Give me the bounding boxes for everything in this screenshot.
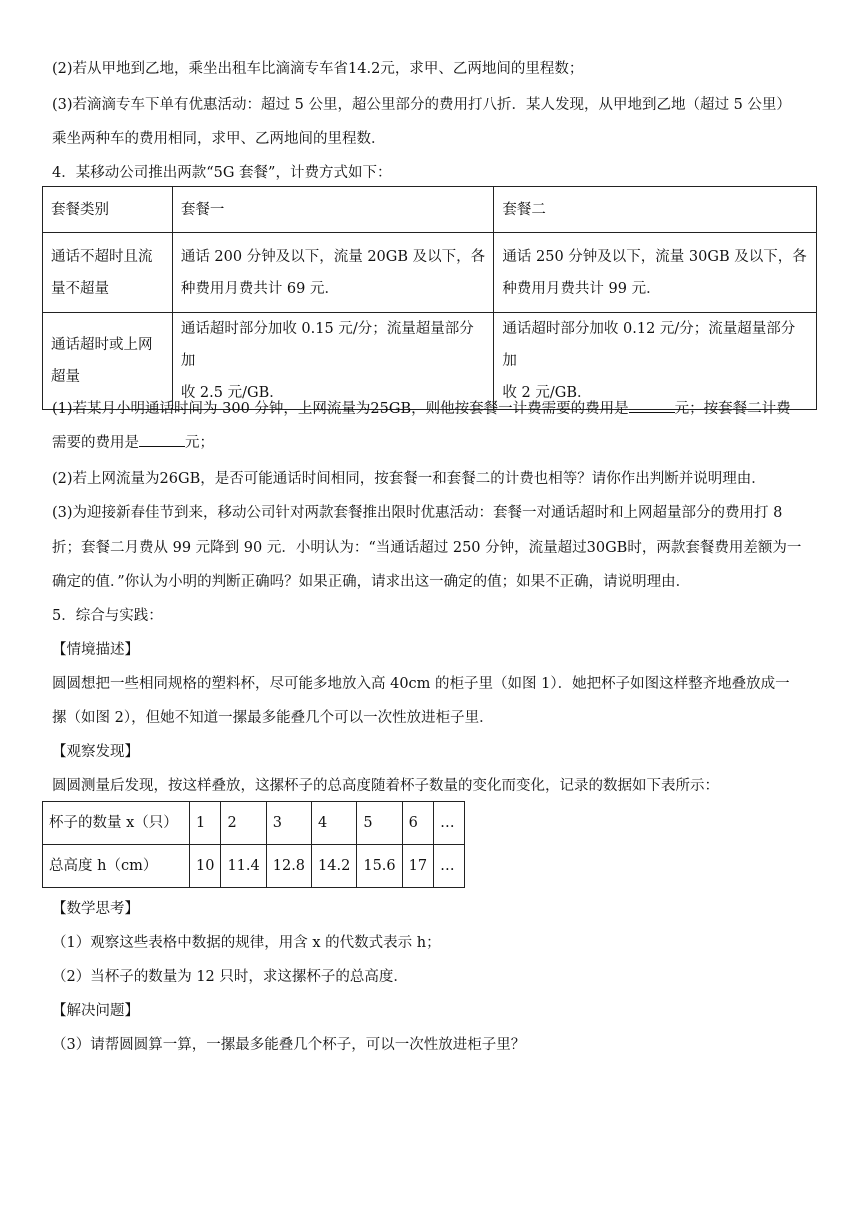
- math-q1: （1）观察这些表格中数据的规律，用含 x 的代数式表示 h；: [52, 935, 441, 951]
- row-plan1: 通话超时部分加收 0.15 元/分；流量超量部分加 收 2.5 元/GB．: [172, 313, 494, 410]
- cup-count-cell: …: [434, 802, 465, 845]
- problem3-part3-line1: (3)若滴滴专车下单有优惠活动：超过 5 公里，超公里部分的费用打八折．某人发现，从甲地到乙地（超过 5 公里）: [52, 97, 791, 113]
- height-label: 总高度 h（cm）: [43, 845, 190, 888]
- section-heading: 【数学思考】: [52, 901, 139, 917]
- row-category: 通话不超时且流 量不超量: [43, 233, 173, 313]
- plan-table-header: [43, 187, 817, 233]
- height-cell: 10: [190, 845, 221, 888]
- cup-count-cell: 6: [402, 802, 433, 845]
- problem4-q1-line2: 需要的费用是 元；: [52, 432, 820, 454]
- row-plan1: 通话 200 分钟及以下，流量 20GB 及以下，各 种费用月费共计 69 元．: [172, 233, 494, 313]
- section-heading: 【观察发现】: [52, 744, 139, 760]
- header-plan2: 套餐二: [494, 187, 817, 233]
- scenario-line1: 圆圆想把一些相同规格的塑料杯，尽可能多地放入高 40cm 的柜子里（如图 1）．她把杯子如图这样整齐地叠放成一: [52, 676, 790, 692]
- height-cell: 11.4: [221, 845, 266, 888]
- problem4-q1-line1: (1)若某月小明通话时间为 300 分钟，上网流量为25GB，则他按套餐一计费需要的费用是 元；按套餐二计费: [52, 398, 820, 420]
- answer-blank: [139, 432, 185, 447]
- height-cell: 14.2: [312, 845, 357, 888]
- section-heading: 【解决问题】: [52, 1003, 139, 1019]
- problem4-q3-line2: 折；套餐二月费从 99 元降到 90 元．小明认为：“当通话超过 250 分钟，流量超过30GB时，两款套餐费用差额为一: [52, 540, 802, 556]
- cup-count-cell: 1: [190, 802, 221, 845]
- problem4-q2: (2)若上网流量为26GB，是否可能通话时间相同，按套餐一和套餐二的计费也相等？请你作出判断并说明理由．: [52, 471, 766, 487]
- scenario-line2: 摞（如图 2），但她不知道一摞最多能叠几个可以一次性放进柜子里．: [52, 710, 494, 726]
- height-cell: 17: [402, 845, 433, 888]
- height-cell: 15.6: [357, 845, 402, 888]
- cup-table: [42, 801, 465, 888]
- problem3-part2: (2)若从甲地到乙地，乘坐出租车比滴滴专车省14.2元，求甲、乙两地间的里程数；: [52, 61, 584, 77]
- problem3-part3-line2: 乘坐两种车的费用相同，求甲、乙两地间的里程数．: [52, 131, 386, 147]
- cup-count-cell: 4: [312, 802, 357, 845]
- header-plan1: 套餐一: [172, 187, 494, 233]
- row-category: 通话超时或上网 超量: [43, 313, 173, 410]
- problem4-intro: 4．某移动公司推出两款“5G 套餐”，计费方式如下：: [52, 165, 392, 181]
- problem4-q3-line1: (3)为迎接新春佳节到来，移动公司针对两款套餐推出限时优惠活动：套餐一对通话超时和上网超量部分的费用打 8: [52, 505, 783, 521]
- section-heading: 【情境描述】: [52, 642, 139, 658]
- cup-count-cell: 3: [266, 802, 311, 845]
- cup-count-label: 杯子的数量 x（只）: [43, 802, 190, 845]
- height-cell: …: [434, 845, 465, 888]
- plan-table: [42, 186, 817, 410]
- math-q2: （2）当杯子的数量为 12 只时，求这摞杯子的总高度．: [52, 969, 408, 985]
- header-category: 套餐类别: [43, 187, 173, 233]
- row-plan2: 通话 250 分钟及以下，流量 30GB 及以下，各 种费用月费共计 99 元．: [494, 233, 817, 313]
- problem4-q3-line3: 确定的值．”你认为小明的判断正确吗？如果正确，请求出这一确定的值；如果不正确，请说明理由．: [52, 574, 691, 590]
- solve-q3: （3）请帮圆圆算一算，一摞最多能叠几个杯子，可以一次性放进柜子里？: [52, 1037, 526, 1053]
- answer-blank: [629, 398, 675, 413]
- table-row: [43, 313, 817, 410]
- table-row: [43, 802, 465, 845]
- table-row: [43, 845, 465, 888]
- cup-count-cell: 2: [221, 802, 266, 845]
- observation-text: 圆圆测量后发现，按这样叠放，这摞杯子的总高度随着杯子数量的变化而变化，记录的数据如下表所示：: [52, 778, 719, 794]
- problem5-intro: 5．综合与实践：: [52, 608, 163, 624]
- table-row: [43, 233, 817, 313]
- height-cell: 12.8: [266, 845, 311, 888]
- row-plan2: 通话超时部分加收 0.12 元/分；流量超量部分加 收 2 元/GB．: [494, 313, 817, 410]
- cup-count-cell: 5: [357, 802, 402, 845]
